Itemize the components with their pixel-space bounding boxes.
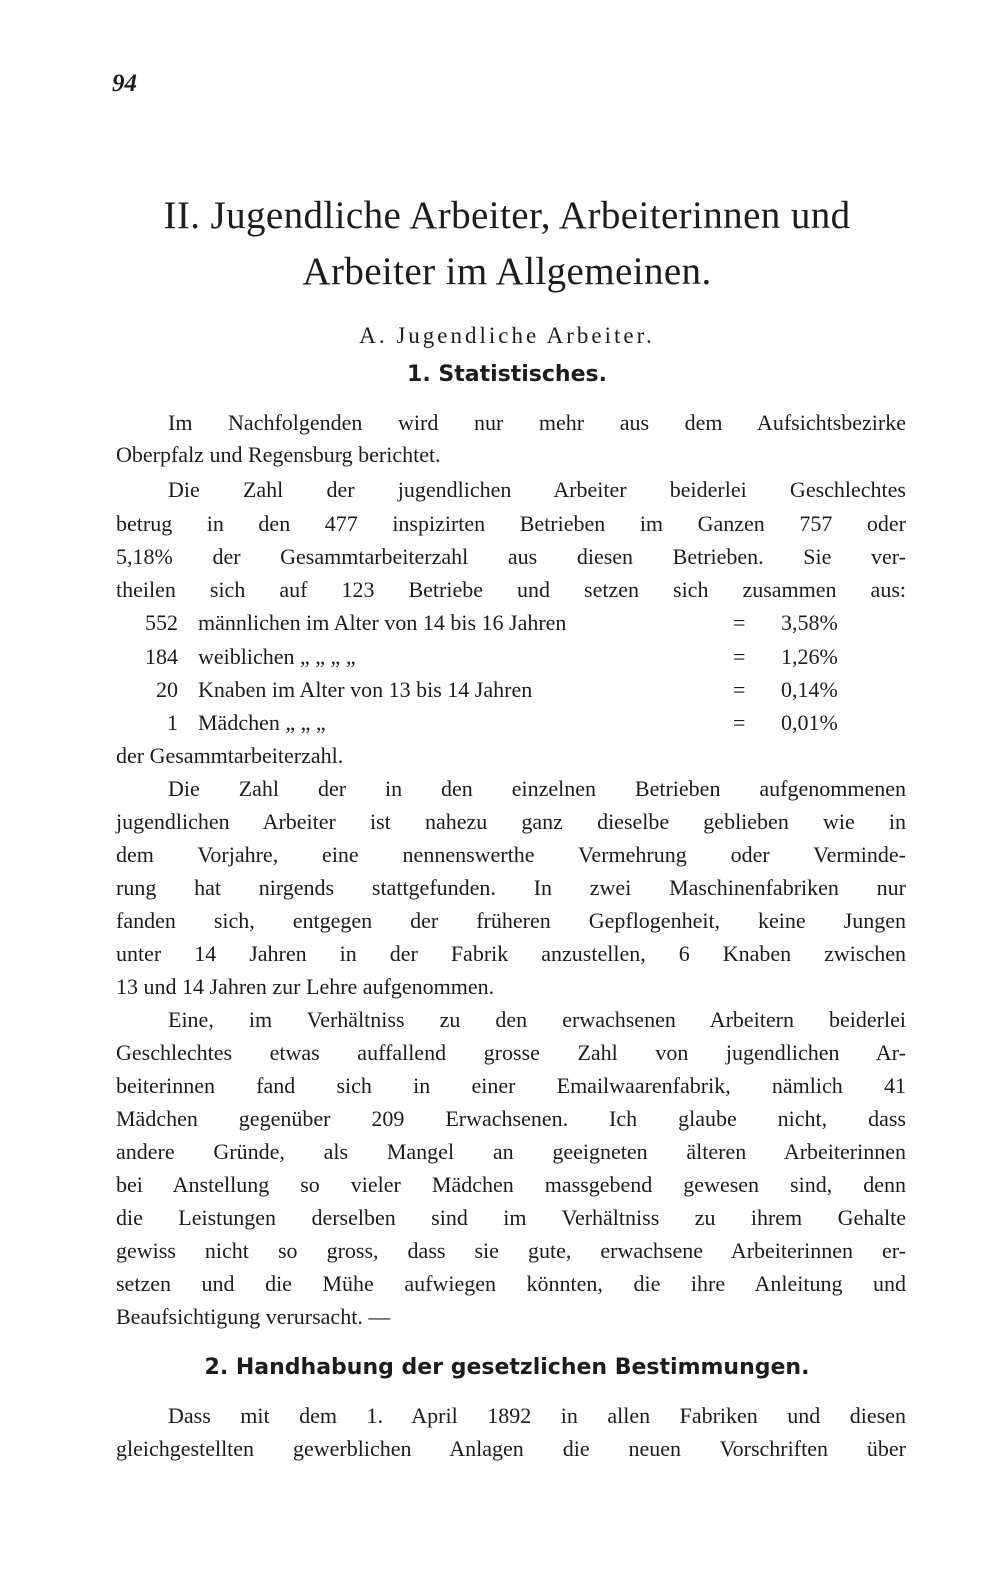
table-row xyxy=(116,608,906,638)
text-line: gewiss nicht so gross, dass sie gute, erwachsene Arbeiterinnen er- xyxy=(116,1238,906,1263)
row-count: 1 xyxy=(167,710,178,735)
chapter-title xyxy=(112,188,902,300)
text-line: 13 und 14 Jahren zur Lehre aufgenommen. xyxy=(116,974,495,999)
row-count: 184 xyxy=(145,644,178,669)
text-line: Eine, im Verhältniss zu den erwachsenen Arbeitern beiderlei xyxy=(168,1007,906,1032)
subsection-heading-regulations: 2. Handhabung der gesetzlichen Bestimmungen. xyxy=(204,1355,810,1380)
table-row xyxy=(116,708,906,738)
chapter-title-line: Arbeiter im Allgemeinen. xyxy=(302,250,712,293)
text-line: gleichgestellten gewerblichen Anlagen die neuen Vorschriften über xyxy=(116,1436,906,1461)
row-percent: 0,01% xyxy=(781,710,838,735)
chapter-title-line: II. Jugendliche Arbeiter, Arbeiterinnen und xyxy=(163,194,851,237)
text-line: bei Anstellung so vieler Mädchen massgebend gewesen sind, denn xyxy=(116,1172,906,1197)
row-count: 20 xyxy=(156,677,178,702)
row-percent: 3,58% xyxy=(781,610,838,635)
row-label: weiblichen „ „ „ „ xyxy=(198,644,356,669)
text-line: jugendlichen Arbeiter ist nahezu ganz dieselbe geblieben wie in xyxy=(116,809,906,834)
text-line: theilen sich auf 123 Betriebe und setzen sich zusammen aus: xyxy=(116,577,906,602)
text-line: dem Vorjahre, eine nennenswerthe Vermehrung oder Verminde- xyxy=(116,842,906,867)
row-label: Mädchen „ „ „ xyxy=(198,710,326,735)
section-title: A. Jugendliche Arbeiter. xyxy=(359,323,655,348)
row-count: 552 xyxy=(145,610,178,635)
table-footer: der Gesammtarbeiterzahl. xyxy=(116,743,344,768)
row-percent: 0,14% xyxy=(781,677,838,702)
row-equals: = xyxy=(733,610,746,635)
subsection-heading-statistics: 1. Statistisches. xyxy=(407,362,607,387)
text-line: beiterinnen fand sich in einer Emailwaarenfabrik, nämlich 41 xyxy=(116,1073,906,1098)
text-line: Geschlechtes etwas auffallend grosse Zahl von jugendlichen Ar- xyxy=(116,1040,906,1065)
page-number: 94 xyxy=(112,70,137,97)
row-equals: = xyxy=(733,710,746,735)
text-line: die Leistungen derselben sind im Verhältniss zu ihrem Gehalte xyxy=(116,1205,906,1230)
text-line: Mädchen gegenüber 209 Erwachsenen. Ich glaube nicht, dass xyxy=(116,1106,906,1131)
row-equals: = xyxy=(733,644,746,669)
text-line: Beaufsichtigung verursacht. — xyxy=(116,1304,391,1329)
text-line: Oberpfalz und Regensburg berichtet. xyxy=(116,442,441,467)
text-line: Die Zahl der jugendlichen Arbeiter beiderlei Geschlechtes xyxy=(168,477,906,502)
row-percent: 1,26% xyxy=(781,644,838,669)
text-line: Die Zahl der in den einzelnen Betrieben aufgenommenen xyxy=(168,776,906,801)
text-line: betrug in den 477 inspizirten Betrieben im Ganzen 757 oder xyxy=(116,511,906,536)
text-line: rung hat nirgends stattgefunden. In zwei Maschinenfabriken nur xyxy=(116,875,906,900)
row-label: Knaben im Alter von 13 bis 14 Jahren xyxy=(198,677,533,702)
text-line: 5,18% der Gesammtarbeiterzahl aus diesen Betrieben. Sie ver- xyxy=(116,544,906,569)
table-row xyxy=(116,642,906,672)
row-equals: = xyxy=(733,677,746,702)
text-line: fanden sich, entgegen der früheren Gepflogenheit, keine Jungen xyxy=(116,908,906,933)
text-line: unter 14 Jahren in der Fabrik anzustellen, 6 Knaben zwischen xyxy=(116,941,906,966)
text-line: Dass mit dem 1. April 1892 in allen Fabriken und diesen xyxy=(168,1403,906,1428)
text-line: andere Gründe, als Mangel an geeigneten älteren Arbeiterinnen xyxy=(116,1139,906,1164)
text-line: Im Nachfolgenden wird nur mehr aus dem Aufsichtsbezirke xyxy=(168,410,906,435)
row-label: männlichen im Alter von 14 bis 16 Jahren xyxy=(198,610,567,635)
table-row xyxy=(116,675,906,705)
text-line: setzen und die Mühe aufwiegen könnten, die ihre Anleitung und xyxy=(116,1271,906,1296)
